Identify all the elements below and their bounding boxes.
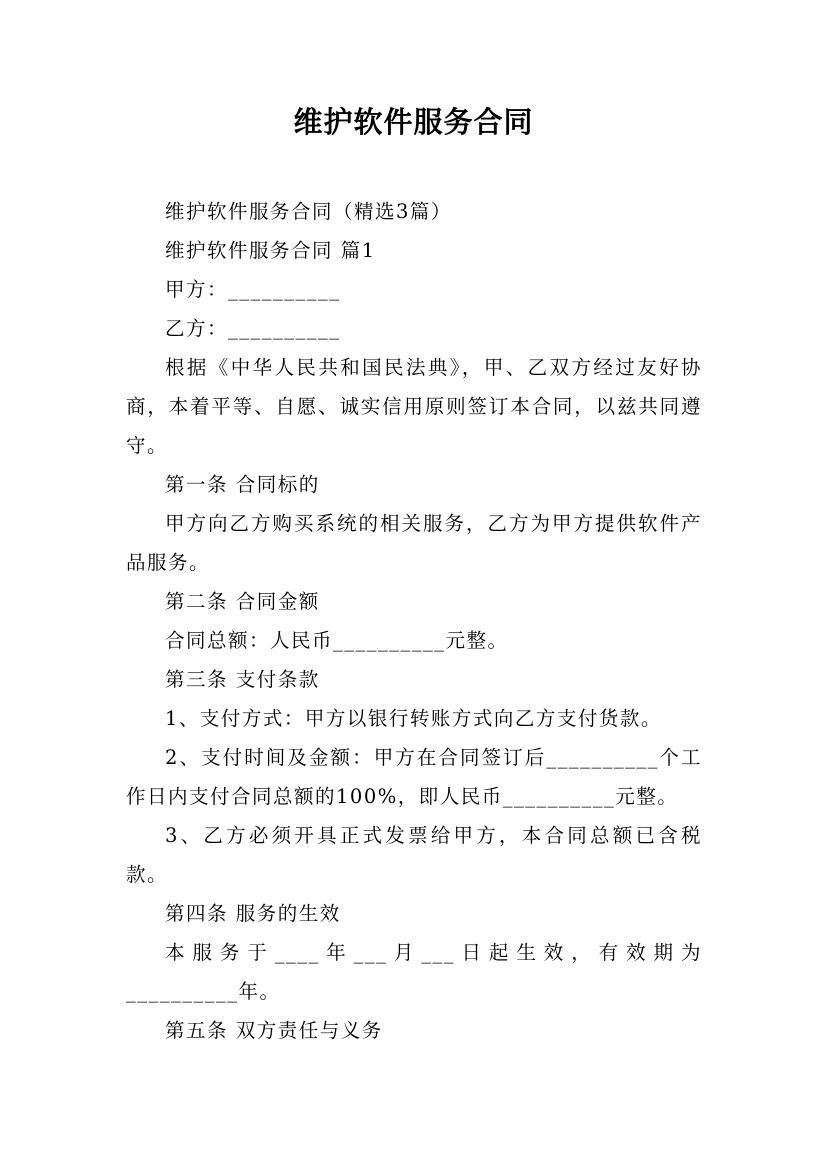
article-paragraph: 本服务于____年___月___日起生效，有效期为__________年。 xyxy=(126,941,702,1003)
document-title: 维护软件服务合同 xyxy=(293,105,534,139)
clause-paragraph: 1、支付方式：甲方以银行转账方式向乙方支付货款。 xyxy=(165,707,662,730)
party-a-line: 甲方：__________ xyxy=(165,278,341,301)
document-body xyxy=(126,192,702,1050)
article-paragraph: 合同总额：人民币__________元整。 xyxy=(165,629,509,652)
clause-paragraph: 2、支付时间及金额：甲方在合同签订后__________个工作日内支付合同总额的100%，即人民币__________元整。 xyxy=(126,746,702,808)
article-heading: 第三条 支付条款 xyxy=(165,668,320,691)
clause-paragraph: 3、乙方必须开具正式发票给甲方，本合同总额已含税款。 xyxy=(126,824,702,886)
article-heading: 第一条 合同标的 xyxy=(165,473,320,496)
article-heading: 第五条 双方责任与义务 xyxy=(165,1019,383,1042)
doc-subtitle: 维护软件服务合同（精选3篇） xyxy=(165,200,452,223)
section-heading: 维护软件服务合同 篇1 xyxy=(165,239,376,262)
preamble-paragraph: 根据《中华人民共和国民法典》，甲、乙双方经过友好协商，本着平等、自愿、诚实信用原则签订本合同，以兹共同遵守。 xyxy=(126,356,702,457)
article-heading: 第四条 服务的生效 xyxy=(165,902,341,925)
article-paragraph: 甲方向乙方购买系统的相关服务，乙方为甲方提供软件产品服务。 xyxy=(126,512,702,574)
article-heading: 第二条 合同金额 xyxy=(165,590,320,613)
party-b-line: 乙方：__________ xyxy=(165,317,341,340)
